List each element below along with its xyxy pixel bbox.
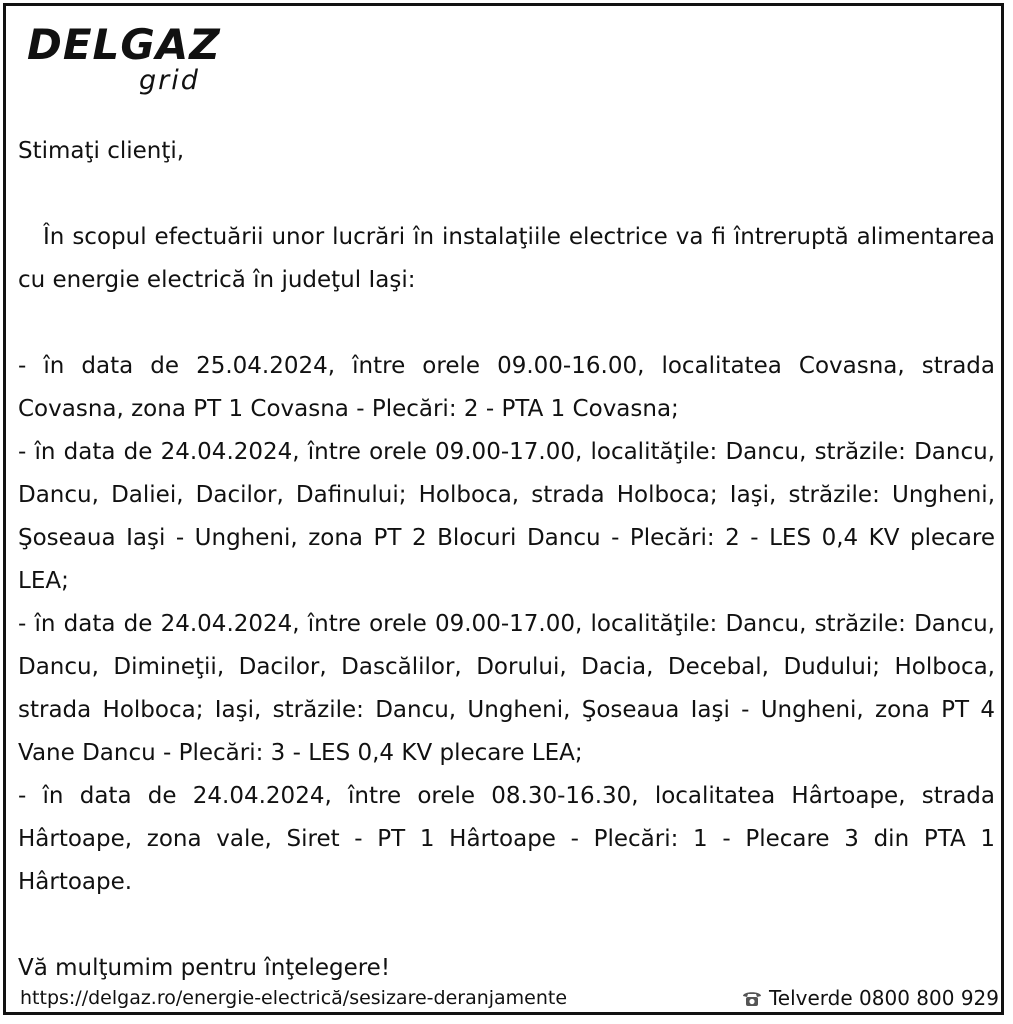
outage-item-3: - în data de 24.04.2024, între orele 09.00-17.00, localităţile: Dancu, străzile: Dancu, Dancu, Dimineţii, Dacilor, Dascălilor, Dorului, Dacia, Decebal, Dudului; Holboca, strada Holboca; Iaşi, străzile: Dancu, Ungheni, Şoseaua Iaşi - Ungheni, zona PT 4 Vane Dancu - Plecări: 3 - LES 0,4 KV plecare LEA; [18,611,995,766]
intro-paragraph: În scopul efectuării unor lucrări în instalaţiile electrice va fi întreruptă alimentarea cu energie electrică în judeţul Iaşi: [18,224,995,293]
outage-item-1: - în data de 25.04.2024, între orele 09.00-16.00, localitatea Covasna, strada Covasna, zona PT 1 Covasna - Plecări: 2 - PTA 1 Covasna; [18,353,995,422]
spacer [18,904,995,947]
footer [20,985,999,1011]
hotline [741,986,999,1010]
outage-item-4: - în data de 24.04.2024, între orele 08.30-16.30, localitatea Hârtoape, strada Hârtoape, zona vale, Siret - PT 1 Hârtoape - Plecări: 1 - Plecare 3 din PTA 1 Hârtoape. [18,783,995,895]
hotline-number: Telverde 0800 800 929 [768,986,999,1010]
delgaz-grid-logo [27,22,227,102]
footer-url-link[interactable]: https://delgaz.ro/energie-electrică/sesizare-deranjamente [20,987,568,1009]
closing-line: Vă mulţumim pentru înţelegere! [18,955,391,981]
notice-body [18,130,995,990]
greeting: Stimaţi clienţi, [18,138,185,164]
spacer [18,173,995,216]
telephone-icon [741,988,763,1008]
outage-item-2: - în data de 24.04.2024, între orele 09.00-17.00, localităţile: Dancu, străzile: Dancu, Dancu, Daliei, Dacilor, Dafinului; Holboca, strada Holboca; Iaşi, străzile: Ungheni, Şoseaua Iaşi - Ungheni, zona PT 2 Blocuri Dancu - Plecări: 2 - LES 0,4 KV plecare LEA; [18,439,995,594]
spacer [18,302,995,345]
logo-sub: grid [139,65,200,96]
logo-brand: DELGAZ [27,20,221,69]
